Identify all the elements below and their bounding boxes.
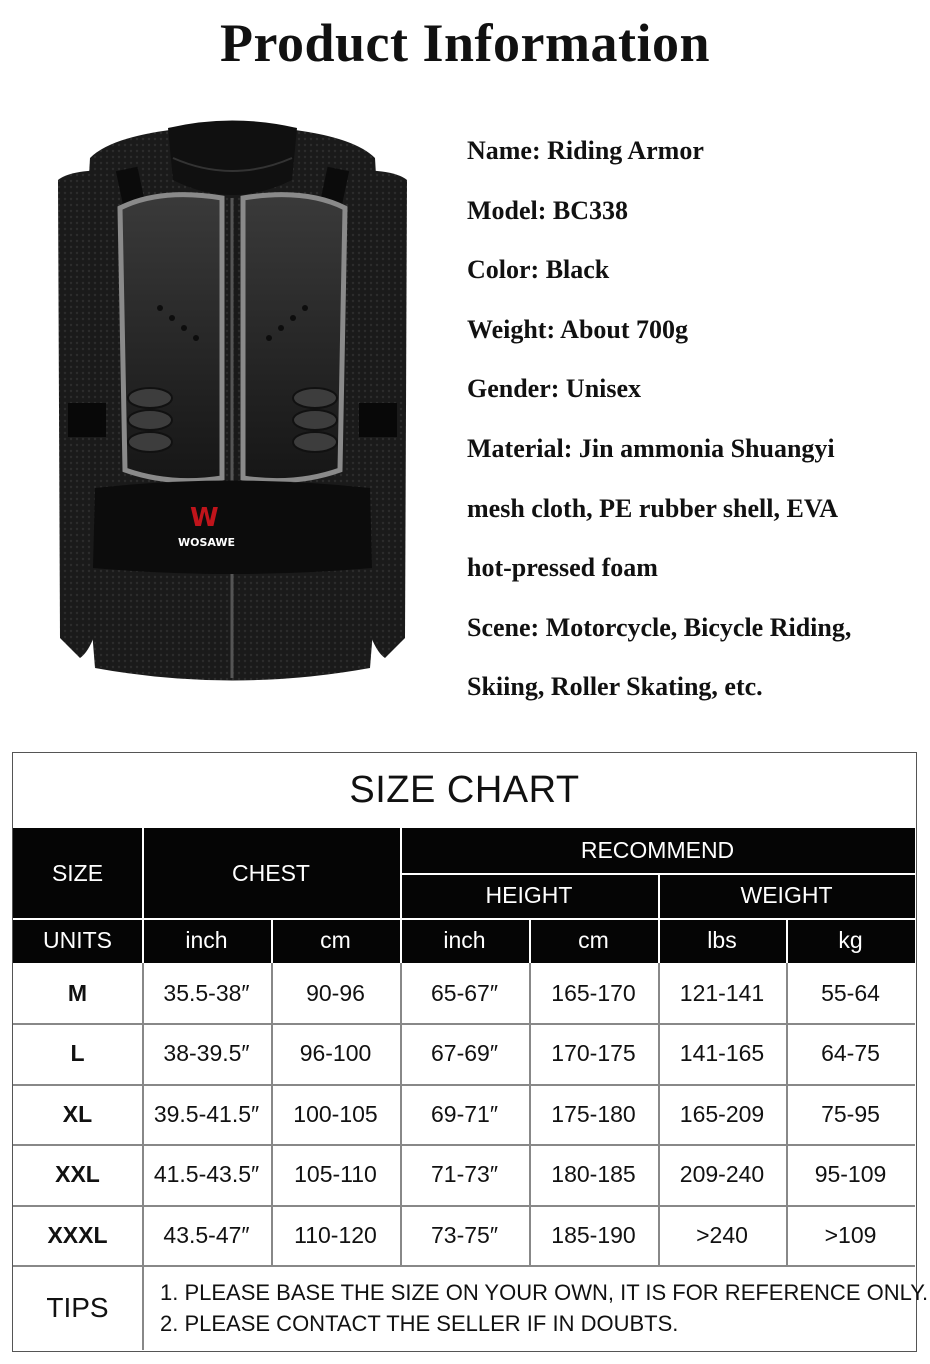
brand-logo: WOSAWE — [178, 536, 236, 549]
table-cell: >240 — [696, 1221, 748, 1248]
table-cell: 71-73″ — [431, 1161, 498, 1187]
table-cell: 165-209 — [679, 1100, 765, 1127]
unit-height-cm: cm — [529, 918, 658, 963]
info-color: Color: Black — [467, 255, 610, 285]
svg-text:W: W — [190, 503, 219, 533]
table-cell: 175-180 — [551, 1100, 636, 1127]
tips-label: TIPS — [46, 1291, 109, 1323]
table-cell: 96-100 — [299, 1040, 372, 1066]
table-cell: 39.5-41.5″ — [153, 1100, 260, 1127]
table-cell: 141-165 — [679, 1040, 765, 1066]
table-cell: 105-110 — [294, 1161, 377, 1187]
header-weight: WEIGHT — [658, 873, 915, 918]
size-chart-title: SIZE CHART — [349, 769, 580, 811]
tips-text — [160, 1277, 928, 1339]
table-cell: 209-240 — [679, 1161, 765, 1187]
info-gender: Gender: Unisex — [467, 374, 642, 404]
unit-weight-lbs: lbs — [658, 918, 786, 963]
table-cell: 121-141 — [679, 979, 765, 1006]
table-cell: 165-170 — [551, 979, 636, 1006]
table-cell: 64-75 — [821, 1040, 880, 1066]
info-scene-line-1: Scene: Motorcycle, Bicycle Riding, — [467, 612, 852, 642]
table-cell: 90-96 — [306, 979, 365, 1006]
unit-height-inch: inch — [400, 918, 529, 963]
info-model: Model: BC338 — [467, 195, 629, 225]
table-cell: 110-120 — [294, 1221, 377, 1248]
row-size-xl: XL — [62, 1100, 93, 1127]
table-cell: 55-64 — [821, 979, 880, 1006]
header-chest: CHEST — [142, 828, 400, 918]
unit-weight-kg: kg — [786, 918, 915, 963]
row-size-l: L — [70, 1040, 85, 1066]
product-photo — [50, 118, 415, 693]
tip-line-1: 1. PLEASE BASE THE SIZE ON YOUR OWN, IT IS FOR REFERENCE ONLY. — [160, 1280, 929, 1305]
info-name: Name: Riding Armor — [467, 136, 704, 165]
unit-chest-cm: cm — [271, 918, 400, 963]
row-size-m: M — [67, 979, 88, 1006]
product-info-list — [467, 121, 917, 717]
header-height: HEIGHT — [400, 873, 658, 918]
info-material-line-2: mesh cloth, PE rubber shell, EVA — [467, 493, 839, 523]
row-size-xxxl: XXXL — [47, 1221, 108, 1248]
table-cell: 69-71″ — [431, 1100, 498, 1127]
unit-chest-inch: inch — [142, 918, 271, 963]
table-cell: 43.5-47″ — [163, 1221, 250, 1248]
table-cell: 180-185 — [551, 1161, 636, 1187]
info-weight: Weight: About 700g — [467, 314, 689, 344]
table-cell: 65-67″ — [431, 979, 498, 1006]
page-title: Product Information — [220, 13, 710, 73]
header-recommend: RECOMMEND — [400, 828, 915, 873]
info-scene-line-2: Skiing, Roller Skating, etc. — [467, 672, 763, 702]
tip-line-2: 2. PLEASE CONTACT THE SELLER IF IN DOUBTS. — [160, 1311, 679, 1336]
info-material-line-3: hot-pressed foam — [467, 553, 658, 583]
row-size-xxl: XXL — [55, 1161, 100, 1187]
size-chart-table — [12, 752, 917, 1352]
table-cell: >109 — [824, 1221, 877, 1248]
table-cell: 38-39.5″ — [163, 1040, 250, 1066]
table-cell: 41.5-43.5″ — [153, 1161, 260, 1187]
header-size: SIZE — [13, 828, 142, 918]
table-cell: 100-105 — [293, 1100, 378, 1127]
info-material-line-1: Material: Jin ammonia Shuangyi — [467, 433, 835, 463]
table-cell: 67-69″ — [431, 1040, 498, 1066]
table-cell: 35.5-38″ — [163, 979, 250, 1006]
table-cell: 75-95 — [821, 1100, 880, 1127]
table-cell: 73-75″ — [431, 1221, 498, 1248]
table-cell: 170-175 — [551, 1040, 636, 1066]
header-units: UNITS — [13, 918, 142, 963]
table-cell: 185-190 — [551, 1221, 636, 1248]
table-cell: 95-109 — [814, 1161, 887, 1187]
